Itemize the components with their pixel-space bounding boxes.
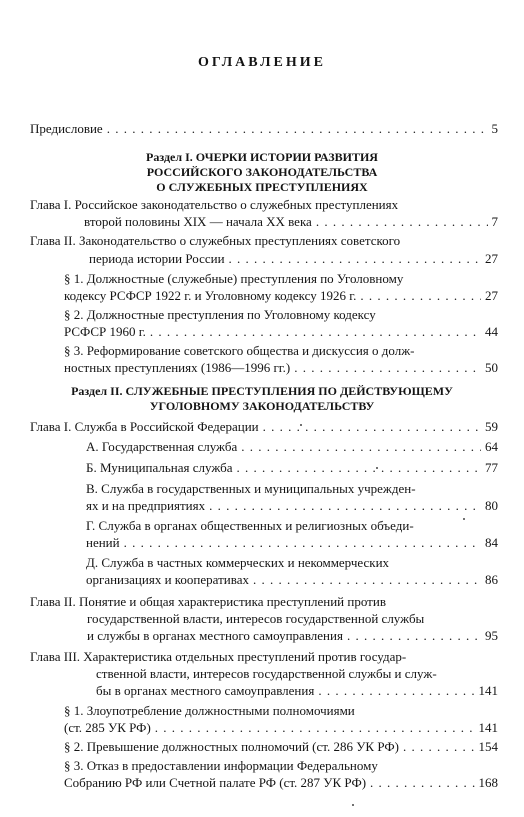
toc-entry-line <box>64 757 500 775</box>
toc-entry-line <box>64 323 498 341</box>
toc-entry-title[interactable]: § 3. Отказ в предоставлении информации Федеральному <box>64 758 378 773</box>
toc-entry-title[interactable]: государственной власти, интересов государственной службы <box>87 611 425 626</box>
toc-entry-line <box>86 459 498 477</box>
toc-entry-title[interactable]: Д. Служба в частных коммерческих и некоммерческих <box>86 555 390 570</box>
toc-entry-title[interactable]: бы в органах местного самоуправления <box>96 683 315 698</box>
toc-page-number: 80 <box>485 498 498 513</box>
toc-entry-line <box>30 593 500 611</box>
dot-leader <box>370 774 474 792</box>
toc-entry-line <box>64 359 498 377</box>
toc-entry-title[interactable]: организациях и кооперативах <box>86 572 249 587</box>
toc-entry-line <box>30 648 500 666</box>
dot-leader <box>155 719 475 737</box>
toc-page-number: 141 <box>478 720 498 735</box>
toc-entry-line <box>64 287 498 305</box>
dot-leader <box>263 418 481 436</box>
toc-heading: ОГЛАВЛЕНИЕ <box>198 55 326 70</box>
toc-entry-line <box>87 627 498 645</box>
toc-entry-line <box>64 270 500 288</box>
toc-page-number: 141 <box>478 683 498 698</box>
section-heading-line: Раздел I. ОЧЕРКИ ИСТОРИИ РАЗВИТИЯ <box>146 150 378 164</box>
toc-entry-title[interactable]: и службы в органах местного самоуправления <box>87 628 343 643</box>
toc-entry-title[interactable]: § 3. Реформирование советского общества и дискуссия о долж- <box>64 343 415 358</box>
toc-page-number: 95 <box>485 628 498 643</box>
toc-entry-title[interactable]: РСФСР 1960 г. <box>64 324 146 339</box>
toc-entry-title[interactable]: § 2. Должностные преступления по Уголовному кодексу <box>64 307 376 322</box>
toc-entry-preface[interactable] <box>30 120 498 138</box>
toc-entry-title[interactable]: Глава I. Российское законодательство о служебных преступлениях <box>30 197 399 212</box>
scan-speck <box>463 518 465 520</box>
toc-entry-title[interactable]: Глава III. Характеристика отдельных преступлений против государ- <box>30 649 407 664</box>
toc-entry-title[interactable]: ственной власти, интересов государственной службы и служ- <box>96 666 437 681</box>
dot-leader <box>241 438 481 456</box>
toc-entry-title[interactable]: (ст. 285 УК РФ) <box>64 720 151 735</box>
toc-page-number: 154 <box>478 739 498 754</box>
toc-entry-title[interactable]: периода истории России <box>89 251 225 266</box>
dot-leader <box>347 627 481 645</box>
dot-leader <box>124 534 481 552</box>
section-heading-1 <box>0 150 524 195</box>
toc-entry-title[interactable]: § 1. Должностные (служебные) преступления по Уголовному <box>64 271 404 286</box>
toc-entry-line <box>64 774 498 792</box>
toc-page-number: 5 <box>491 121 498 136</box>
toc-page-number: 50 <box>485 360 498 375</box>
toc-entry-line <box>64 306 500 324</box>
dot-leader <box>237 459 481 477</box>
dot-leader <box>253 571 481 589</box>
toc-entry-line <box>30 232 500 250</box>
toc-entry-title[interactable]: § 1. Злоупотребление должностными полномочиями <box>64 703 355 718</box>
dot-leader <box>316 213 488 231</box>
toc-entry-title: Предисловие <box>30 121 103 136</box>
toc-entry-line <box>86 438 498 456</box>
toc-entry-line <box>87 610 500 628</box>
toc-entry-line <box>96 682 498 700</box>
dot-leader <box>403 738 475 756</box>
dot-leader <box>150 323 481 341</box>
toc-entry-line <box>30 196 500 214</box>
toc-page-number: 84 <box>485 535 498 550</box>
toc-entry-title[interactable]: Глава II. Понятие и общая характеристика преступлений против <box>30 594 386 609</box>
toc-page-number: 86 <box>485 572 498 587</box>
toc-entry-line <box>64 702 500 720</box>
section-heading-line: Раздел II. СЛУЖЕБНЫЕ ПРЕСТУПЛЕНИЯ ПО ДЕЙСТВУЮЩЕМУ <box>71 384 453 398</box>
toc-entry-title[interactable]: § 2. Превышение должностных полномочий (ст. 286 УК РФ) <box>64 739 399 754</box>
toc-page-number: 44 <box>485 324 498 339</box>
section-heading-line: УГОЛОВНОМУ ЗАКОНОДАТЕЛЬСТВУ <box>149 399 375 413</box>
toc-entry-line <box>89 250 498 268</box>
section-heading-line: О СЛУЖЕБНЫХ ПРЕСТУПЛЕНИЯХ <box>156 180 368 194</box>
toc-page-number: 59 <box>485 419 498 434</box>
toc-entry-line <box>86 571 498 589</box>
toc-entry-line <box>86 517 500 535</box>
scan-speck <box>376 467 378 469</box>
toc-page-number: 27 <box>485 251 498 266</box>
toc-entry-line <box>64 738 498 756</box>
dot-leader <box>209 497 481 515</box>
toc-entry-title[interactable]: кодексу РСФСР 1922 г. и Уголовному кодексу 1926 г. <box>64 288 357 303</box>
dot-leader <box>294 359 481 377</box>
dot-leader <box>107 120 488 138</box>
toc-entry-title[interactable]: второй половины XIX — начала XX века <box>84 214 312 229</box>
toc-entry-line <box>64 342 500 360</box>
toc-page-number: 27 <box>485 288 498 303</box>
toc-entry-title[interactable]: Собранию РФ или Счетной палате РФ (ст. 287 УК РФ) <box>64 775 367 790</box>
toc-entry-line <box>86 554 500 572</box>
toc-entry-title[interactable]: В. Служба в государственных и муниципальных учрежден- <box>86 481 416 496</box>
toc-entry-line <box>86 534 498 552</box>
toc-entry-title[interactable]: ностных преступлениях (1986—1996 гг.) <box>64 360 291 375</box>
toc-entry-title[interactable]: Б. Муниципальная служба <box>86 460 233 475</box>
toc-entry-title[interactable]: Глава II. Законодательство о служебных преступлениях советского <box>30 233 401 248</box>
toc-page-number: 168 <box>478 775 498 790</box>
scan-speck <box>352 804 354 806</box>
toc-entry-title[interactable]: нений <box>86 535 120 550</box>
dot-leader <box>318 682 474 700</box>
toc-entry-title[interactable]: Г. Служба в органах общественных и религиозных объеди- <box>86 518 414 533</box>
toc-entry-line <box>96 665 500 683</box>
section-heading-line: РОССИЙСКОГО ЗАКОНОДАТЕЛЬСТВА <box>146 165 378 179</box>
toc-entry-line <box>84 213 498 231</box>
toc-page-number: 77 <box>485 460 498 475</box>
toc-entry-title[interactable]: Глава I. Служба в Российской Федерации <box>30 419 259 434</box>
toc-page-number: 7 <box>491 214 498 229</box>
toc-entry-title[interactable]: ях и на предприятиях <box>86 498 206 513</box>
dot-leader <box>360 287 481 305</box>
section-heading-2 <box>0 384 524 414</box>
scan-speck <box>300 424 302 426</box>
toc-entry-line <box>30 418 498 436</box>
toc-entry-line <box>86 480 500 498</box>
dot-leader <box>229 250 481 268</box>
toc-entry-line <box>64 719 498 737</box>
toc-entry-title[interactable]: А. Государственная служба <box>86 439 238 454</box>
toc-entry-line <box>86 497 498 515</box>
toc-page-number: 64 <box>485 439 498 454</box>
